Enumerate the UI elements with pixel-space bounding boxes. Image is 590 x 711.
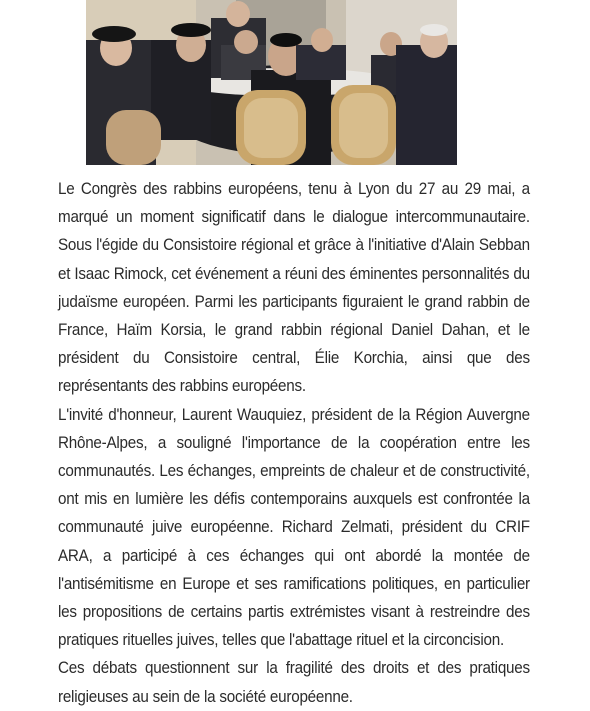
article-body <box>58 175 530 711</box>
article-paragraph: Le Congrès des rabbins européens, tenu à Lyon du 27 au 29 mai, a marqué un moment significatif dans le dialogue intercommunautaire. Sous l'égide du Consistoire régional et grâce à l'initiative d'Alain Sebban et Isaac Rimock, cet événement a réuni des éminentes personnalités du judaïsme européen. Parmi les participants figuraient le grand rabbin de France, Haïm Korsia, le grand rabbin régional Daniel Dahan, et le président du Consistoire central, Élie Korchia, ainsi que des représentants des rabbins européens. <box>58 180 530 396</box>
article-paragraph: Ces débats questionnent sur la fragilité des droits et des pratiques religieuses au sein de la société européenne. <box>58 659 530 706</box>
article-paragraph: L'invité d'honneur, Laurent Wauquiez, président de la Région Auvergne Rhône-Alpes, a souligné l'importance de la coopération entre les communautés. Les échanges, empreints de chaleur et de constructivité, ont mis en lumière les défis contemporains auxquels est confrontée la communauté juive européenne. Richard Zelmati, président du CRIF ARA, a participé à ces échanges qui ont abordé la montée de l'antisémitisme en Europe et ses ramifications politiques, en particulier les propositions de certains partis extrémistes visant à restreindre des pratiques rituelles juives, telles que l'abattage rituel et la circoncision. <box>58 405 530 650</box>
photo-illustration-icon <box>86 0 457 165</box>
event-photo <box>86 0 457 165</box>
